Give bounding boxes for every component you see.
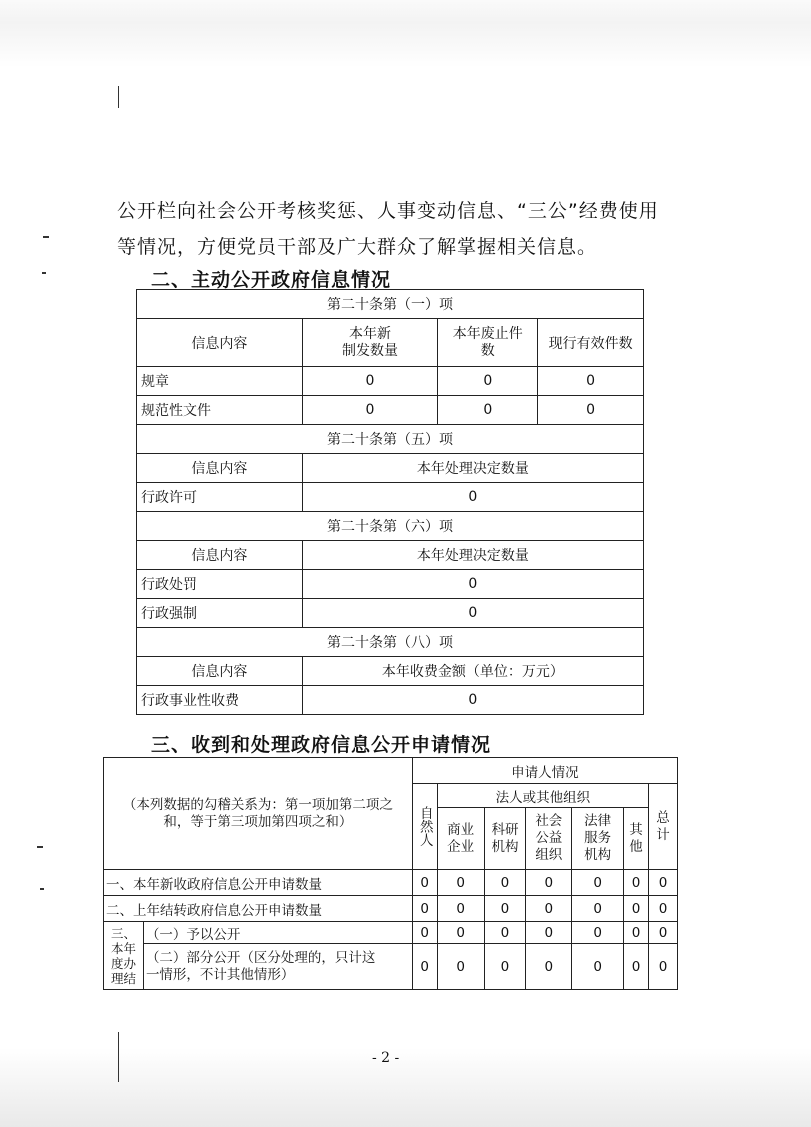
- cell-value: 0: [624, 922, 649, 944]
- column-header: 本年收费金额（单位：万元）: [302, 657, 643, 686]
- cell-value: 0: [412, 896, 437, 922]
- header-line: 本年新: [349, 325, 392, 342]
- row-label: 行政事业性收费: [137, 686, 303, 715]
- scan-mark: [37, 846, 43, 848]
- cell-value: 0: [302, 686, 643, 715]
- cell-value: 0: [437, 870, 484, 896]
- header-line: 机构: [584, 847, 612, 863]
- legal-orgs-header: 法人或其他组织: [437, 784, 648, 808]
- group-line: 三、: [110, 925, 136, 941]
- cell-value: 0: [526, 922, 572, 944]
- cell-value: 0: [437, 896, 484, 922]
- application-table: [103, 757, 678, 990]
- row-label: （一）予以公开: [143, 922, 412, 944]
- header-line: 组织: [535, 847, 563, 863]
- paragraph-line: 公开栏向社会公开考核奖惩、人事变动信息、“三公”经费使用: [117, 200, 659, 222]
- column-header: 现行有效件数: [538, 319, 644, 367]
- cell-value: 0: [538, 396, 644, 425]
- table-section-header: 第二十条第（八）项: [137, 628, 644, 657]
- applicant-header: 申请人情况: [412, 758, 677, 784]
- row-label: 行政强制: [137, 599, 303, 628]
- column-header: 本年处理决定数量: [302, 454, 643, 483]
- header-line: 他: [629, 838, 643, 855]
- row-label: [143, 944, 412, 990]
- cell-value: 0: [624, 944, 649, 990]
- row-label: 二、上年结转政府信息公开申请数量: [104, 896, 413, 922]
- cell-value: 0: [484, 922, 526, 944]
- section-heading: 三、收到和处理政府信息公开申请情况: [151, 734, 492, 756]
- row-label: 规章: [137, 367, 303, 396]
- cell-value: 0: [624, 870, 649, 896]
- cell-value: 0: [302, 396, 438, 425]
- natural-person-header: [412, 784, 437, 870]
- cell-value: 0: [624, 896, 649, 922]
- note-line: 和，等于第三项加第四项之和）: [163, 813, 353, 830]
- header-line: 总: [656, 809, 670, 826]
- column-header: 本年处理决定数量: [302, 541, 643, 570]
- header-line: 服务: [584, 830, 612, 846]
- cell-value: 0: [572, 922, 624, 944]
- cell-value: 0: [526, 870, 572, 896]
- column-header: [438, 319, 538, 367]
- row-label: 规范性文件: [137, 396, 303, 425]
- table-section-header: 第二十条第（六）项: [137, 512, 644, 541]
- total-header: [649, 784, 678, 870]
- scan-mark: [118, 1032, 119, 1082]
- row-label: 一、本年新收政府信息公开申请数量: [104, 870, 413, 896]
- column-header: [526, 808, 572, 870]
- column-header: [484, 808, 526, 870]
- cell-value: 0: [302, 367, 438, 396]
- cell-value: 0: [484, 944, 526, 990]
- table-section-header: 第二十条第（五）项: [137, 425, 644, 454]
- cell-value: 0: [302, 570, 643, 599]
- note-line: （本列数据的勾稽关系为：第一项加第二项之: [122, 796, 393, 813]
- header-line: 制发数量: [342, 342, 399, 359]
- cell-value: 0: [302, 483, 643, 512]
- cell-value: 0: [438, 396, 538, 425]
- column-header: [437, 808, 484, 870]
- group-line: 度办: [110, 955, 136, 971]
- header-line: 公益: [535, 830, 563, 846]
- header-line: 机构: [491, 838, 519, 855]
- cell-value: 0: [484, 870, 526, 896]
- cell-value: 0: [302, 599, 643, 628]
- cell-value: 0: [484, 896, 526, 922]
- scan-mark: [43, 236, 49, 238]
- page-number: - 2 -: [372, 1050, 400, 1066]
- column-header: 信息内容: [137, 454, 303, 483]
- group-line: 理结: [110, 970, 136, 986]
- header-line: 商业: [447, 821, 475, 838]
- row-label: 行政许可: [137, 483, 303, 512]
- section-heading: 二、主动公开政府信息情况: [151, 269, 392, 291]
- column-header: [572, 808, 624, 870]
- cell-value: 0: [526, 944, 572, 990]
- cell-value: 0: [572, 870, 624, 896]
- scan-mark: [40, 888, 44, 890]
- cell-value: 0: [649, 870, 678, 896]
- column-header: 信息内容: [137, 319, 303, 367]
- header-line: 企业: [447, 838, 475, 855]
- header-line: 本年废止件: [452, 325, 523, 342]
- cell-value: 0: [649, 922, 678, 944]
- header-line: 数: [480, 342, 495, 359]
- cell-value: 0: [412, 922, 437, 944]
- cell-value: 0: [572, 896, 624, 922]
- column-header: [624, 808, 649, 870]
- cell-value: 0: [649, 896, 678, 922]
- column-header: 信息内容: [137, 541, 303, 570]
- cell-value: 0: [437, 944, 484, 990]
- column-header: [302, 319, 438, 367]
- proactive-disclosure-table: [136, 289, 644, 715]
- row-label: 行政处罚: [137, 570, 303, 599]
- header-line: 科研: [491, 821, 519, 838]
- column-header: 信息内容: [137, 657, 303, 686]
- header-line: 社会: [535, 813, 563, 829]
- header-line: 其: [629, 821, 643, 838]
- label-line: 一情形，不计其他情形）: [145, 966, 295, 983]
- cell-value: 0: [572, 944, 624, 990]
- cell-value: 0: [438, 367, 538, 396]
- header-line: 法律: [584, 813, 612, 829]
- group-label: [104, 922, 144, 990]
- group-line: 本年: [110, 940, 136, 956]
- scan-mark: [118, 86, 119, 108]
- header-text: 自然人: [416, 806, 433, 847]
- paragraph-line: 等情况，方便党员干部及广大群众了解掌握相关信息。: [117, 236, 598, 258]
- cell-value: 0: [412, 870, 437, 896]
- cell-value: 0: [649, 944, 678, 990]
- note-cell: [104, 758, 413, 870]
- table-section-header: 第二十条第（一）项: [137, 290, 644, 319]
- label-line: （二）部分公开（区分处理的，只计这: [145, 949, 376, 966]
- body-paragraph: [117, 193, 677, 265]
- scan-mark: [42, 272, 46, 274]
- header-line: 计: [656, 826, 670, 843]
- cell-value: 0: [412, 944, 437, 990]
- cell-value: 0: [526, 896, 572, 922]
- cell-value: 0: [437, 922, 484, 944]
- cell-value: 0: [538, 367, 644, 396]
